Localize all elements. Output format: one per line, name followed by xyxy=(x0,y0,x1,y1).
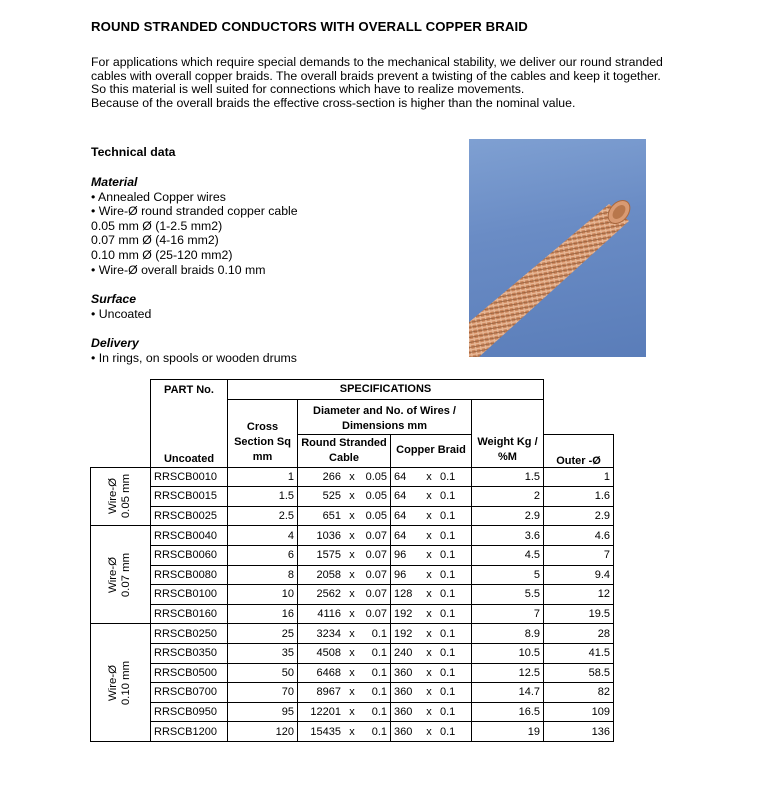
table-row xyxy=(91,565,614,585)
stranded-wire-diameter-cell: 0.1 xyxy=(360,722,391,742)
stranded-wire-diameter-cell: 0.07 xyxy=(360,545,391,565)
part-number-cell: RRSCB0025 xyxy=(151,506,228,526)
braid-wire-count-cell: 192 xyxy=(391,604,422,624)
part-number-cell: RRSCB0160 xyxy=(151,604,228,624)
group-label-line: 0.05 mm xyxy=(120,474,133,519)
cross-section-cell: 8 xyxy=(228,565,298,585)
stranded-wire-diameter-cell: 0.1 xyxy=(360,643,391,663)
stranded-wire-diameter-cell: 0.07 xyxy=(360,585,391,605)
multiplier-sign: x xyxy=(344,624,360,644)
stranded-wire-diameter-cell: 0.07 xyxy=(360,565,391,585)
blank-cell xyxy=(91,380,151,400)
delivery-line: • In rings, on spools or wooden drums xyxy=(91,350,297,365)
multiplier-sign: x xyxy=(421,526,437,546)
outer-diameter-cell: 19 xyxy=(472,722,544,742)
surface-heading: Surface xyxy=(91,292,137,306)
table-row xyxy=(91,663,614,683)
multiplier-sign: x xyxy=(344,702,360,722)
cross-section-cell: 70 xyxy=(228,683,298,703)
outer-diameter-cell: 2 xyxy=(472,487,544,507)
table-row xyxy=(91,506,614,526)
part-number-cell: RRSCB0950 xyxy=(151,702,228,722)
stranded-wire-diameter-cell: 0.1 xyxy=(360,624,391,644)
delivery-section xyxy=(91,336,297,365)
braid-wire-diameter-cell: 0.1 xyxy=(437,643,472,663)
outer-diameter-cell: 2.9 xyxy=(472,506,544,526)
braid-wire-count-cell: 192 xyxy=(391,624,422,644)
cross-section-cell: 35 xyxy=(228,643,298,663)
part-number-cell: RRSCB0060 xyxy=(151,545,228,565)
wire-group-label xyxy=(91,526,151,624)
stranded-wire-count-cell: 15435 xyxy=(298,722,345,742)
material-line: 0.05 mm Ø (1-2.5 mm2) xyxy=(91,218,223,233)
braid-wire-diameter-cell: 0.1 xyxy=(437,585,472,605)
multiplier-sign: x xyxy=(344,683,360,703)
delivery-heading: Delivery xyxy=(91,336,139,350)
braid-wire-count-cell: 96 xyxy=(391,545,422,565)
multiplier-sign: x xyxy=(344,565,360,585)
page-title: ROUND STRANDED CONDUCTORS WITH OVERALL COPPER BRAID xyxy=(91,19,528,34)
stranded-wire-count-cell: 8967 xyxy=(298,683,345,703)
multiplier-sign: x xyxy=(344,722,360,742)
multiplier-sign: x xyxy=(344,506,360,526)
weight-cell: 1.6 xyxy=(544,487,614,507)
multiplier-sign: x xyxy=(344,526,360,546)
part-number-cell: RRSCB0700 xyxy=(151,683,228,703)
multiplier-sign: x xyxy=(344,643,360,663)
specifications-table xyxy=(90,379,614,742)
braid-wire-diameter-cell: 0.1 xyxy=(437,722,472,742)
weight-cell: 41.5 xyxy=(544,643,614,663)
outer-diameter-cell: 1.5 xyxy=(472,467,544,487)
weight-cell: 7 xyxy=(544,545,614,565)
braid-wire-diameter-cell: 0.1 xyxy=(437,506,472,526)
outer-diameter-cell: 8.9 xyxy=(472,624,544,644)
multiplier-sign: x xyxy=(421,722,437,742)
braid-wire-count-cell: 128 xyxy=(391,585,422,605)
weight-cell: 9.4 xyxy=(544,565,614,585)
stranded-wire-diameter-cell: 0.05 xyxy=(360,467,391,487)
table-row xyxy=(91,722,614,742)
table-row xyxy=(91,585,614,605)
part-number-cell: RRSCB0010 xyxy=(151,467,228,487)
material-line: • Wire-Ø round stranded copper cable xyxy=(91,204,298,219)
material-line: • Wire-Ø overall braids 0.10 mm xyxy=(91,262,266,277)
stranded-wire-count-cell: 525 xyxy=(298,487,345,507)
outer-diameter-header: Outer -Ø xyxy=(544,434,614,467)
outer-diameter-cell: 14.7 xyxy=(472,683,544,703)
multiplier-sign: x xyxy=(421,565,437,585)
stranded-wire-diameter-cell: 0.05 xyxy=(360,506,391,526)
multiplier-sign: x xyxy=(344,585,360,605)
multiplier-sign: x xyxy=(421,624,437,644)
braid-wire-count-cell: 96 xyxy=(391,565,422,585)
stranded-wire-count-cell: 6468 xyxy=(298,663,345,683)
stranded-wire-count-cell: 12201 xyxy=(298,702,345,722)
braid-wire-diameter-cell: 0.1 xyxy=(437,526,472,546)
braid-wire-diameter-cell: 0.1 xyxy=(437,702,472,722)
multiplier-sign: x xyxy=(421,585,437,605)
braid-wire-diameter-cell: 0.1 xyxy=(437,683,472,703)
cross-section-cell: 10 xyxy=(228,585,298,605)
material-heading: Material xyxy=(91,175,138,189)
weight-cell: 12 xyxy=(544,585,614,605)
blank-cell xyxy=(91,399,151,434)
cross-section-cell: 25 xyxy=(228,624,298,644)
braid-wire-count-cell: 240 xyxy=(391,643,422,663)
copper-braid-header: Copper Braid xyxy=(391,434,472,467)
stranded-wire-diameter-cell: 0.1 xyxy=(360,663,391,683)
cross-section-cell: 4 xyxy=(228,526,298,546)
table-row xyxy=(91,702,614,722)
weight-header: Weight Kg / %M xyxy=(472,399,544,467)
cross-section-cell: 6 xyxy=(228,545,298,565)
cross-section-cell: 2.5 xyxy=(228,506,298,526)
braid-wire-count-cell: 360 xyxy=(391,702,422,722)
outer-diameter-cell: 3.6 xyxy=(472,526,544,546)
braid-wire-count-cell: 64 xyxy=(391,467,422,487)
stranded-wire-count-cell: 266 xyxy=(298,467,345,487)
stranded-wire-diameter-cell: 0.07 xyxy=(360,526,391,546)
uncoated-header: Uncoated xyxy=(151,399,228,467)
round-stranded-header: Round Stranded Cable xyxy=(298,434,391,467)
material-section xyxy=(91,175,298,277)
braid-wire-count-cell: 360 xyxy=(391,722,422,742)
multiplier-sign: x xyxy=(421,506,437,526)
stranded-wire-diameter-cell: 0.1 xyxy=(360,683,391,703)
outer-diameter-cell: 16.5 xyxy=(472,702,544,722)
stranded-wire-count-cell: 3234 xyxy=(298,624,345,644)
part-number-cell: RRSCB0100 xyxy=(151,585,228,605)
table-row xyxy=(91,604,614,624)
dimensions-header: Diameter and No. of Wires / Dimensions mm xyxy=(298,399,472,434)
table-row xyxy=(91,683,614,703)
braid-wire-diameter-cell: 0.1 xyxy=(437,545,472,565)
header-row xyxy=(91,399,614,434)
group-label-line: Wire-Ø xyxy=(107,556,120,593)
technical-data-heading: Technical data xyxy=(91,145,176,159)
group-label-line: Wire-Ø xyxy=(107,478,120,515)
part-number-cell: RRSCB0500 xyxy=(151,663,228,683)
weight-cell: 109 xyxy=(544,702,614,722)
cross-section-cell: 50 xyxy=(228,663,298,683)
cross-section-cell: 95 xyxy=(228,702,298,722)
copper-braid-illustration xyxy=(469,139,646,357)
braid-wire-diameter-cell: 0.1 xyxy=(437,467,472,487)
multiplier-sign: x xyxy=(344,487,360,507)
part-no-header: PART No. xyxy=(151,380,228,400)
table-row xyxy=(91,624,614,644)
weight-cell: 19.5 xyxy=(544,604,614,624)
material-line: 0.10 mm Ø (25-120 mm2) xyxy=(91,247,233,262)
outer-diameter-cell: 5.5 xyxy=(472,585,544,605)
header-row xyxy=(91,380,614,400)
multiplier-sign: x xyxy=(421,545,437,565)
cross-section-cell: 16 xyxy=(228,604,298,624)
specifications-header: SPECIFICATIONS xyxy=(228,380,544,400)
multiplier-sign: x xyxy=(344,467,360,487)
cross-section-header: Cross Section Sq mm xyxy=(228,399,298,467)
outer-diameter-cell: 5 xyxy=(472,565,544,585)
part-number-cell: RRSCB0350 xyxy=(151,643,228,663)
stranded-wire-count-cell: 1575 xyxy=(298,545,345,565)
weight-cell: 1 xyxy=(544,467,614,487)
table-row xyxy=(91,545,614,565)
intro-paragraph: Because of the overall braids the effective cross-section is higher than the nominal value. xyxy=(91,95,576,110)
weight-cell: 82 xyxy=(544,683,614,703)
table-row xyxy=(91,467,614,487)
outer-diameter-cell: 4.5 xyxy=(472,545,544,565)
braid-wire-diameter-cell: 0.1 xyxy=(437,487,472,507)
braid-wire-diameter-cell: 0.1 xyxy=(437,663,472,683)
braid-wire-diameter-cell: 0.1 xyxy=(437,604,472,624)
outer-diameter-cell: 10.5 xyxy=(472,643,544,663)
material-line: 0.07 mm Ø (4-16 mm2) xyxy=(91,233,219,248)
multiplier-sign: x xyxy=(421,467,437,487)
braid-wire-count-cell: 360 xyxy=(391,663,422,683)
stranded-wire-count-cell: 2058 xyxy=(298,565,345,585)
intro-text xyxy=(91,56,671,110)
group-label-line: Wire-Ø xyxy=(107,664,120,701)
braid-wire-diameter-cell: 0.1 xyxy=(437,624,472,644)
part-number-cell: RRSCB0080 xyxy=(151,565,228,585)
wire-group-label xyxy=(91,467,151,526)
table-row xyxy=(91,526,614,546)
stranded-wire-diameter-cell: 0.1 xyxy=(360,702,391,722)
multiplier-sign: x xyxy=(421,487,437,507)
blank-cell xyxy=(91,434,151,467)
stranded-wire-count-cell: 651 xyxy=(298,506,345,526)
stranded-wire-count-cell: 1036 xyxy=(298,526,345,546)
material-line: • Annealed Copper wires xyxy=(91,189,226,204)
weight-cell: 28 xyxy=(544,624,614,644)
stranded-wire-count-cell: 4116 xyxy=(298,604,345,624)
multiplier-sign: x xyxy=(421,663,437,683)
weight-cell: 2.9 xyxy=(544,506,614,526)
part-number-cell: RRSCB0040 xyxy=(151,526,228,546)
part-number-cell: RRSCB0250 xyxy=(151,624,228,644)
copper-braid-photo xyxy=(469,139,646,357)
stranded-wire-count-cell: 4508 xyxy=(298,643,345,663)
table-row xyxy=(91,487,614,507)
group-label-line: 0.10 mm xyxy=(120,660,133,705)
outer-diameter-cell: 7 xyxy=(472,604,544,624)
braid-wire-count-cell: 64 xyxy=(391,506,422,526)
braid-wire-count-cell: 64 xyxy=(391,526,422,546)
weight-cell: 4.6 xyxy=(544,526,614,546)
cross-section-cell: 1.5 xyxy=(228,487,298,507)
multiplier-sign: x xyxy=(344,604,360,624)
weight-cell: 58.5 xyxy=(544,663,614,683)
group-label-line: 0.07 mm xyxy=(120,552,133,598)
outer-diameter-cell: 12.5 xyxy=(472,663,544,683)
part-number-cell: RRSCB0015 xyxy=(151,487,228,507)
multiplier-sign: x xyxy=(344,663,360,683)
table-row xyxy=(91,643,614,663)
intro-paragraph: So this material is well suited for connections which have to realize movements. xyxy=(91,82,525,97)
multiplier-sign: x xyxy=(421,604,437,624)
wire-group-label xyxy=(91,624,151,742)
cross-section-cell: 120 xyxy=(228,722,298,742)
stranded-wire-diameter-cell: 0.07 xyxy=(360,604,391,624)
multiplier-sign: x xyxy=(421,702,437,722)
part-number-cell: RRSCB1200 xyxy=(151,722,228,742)
intro-paragraph: For applications which require special demands to the mechanical stability, we deliver our round stranded cables with overall copper braids. The overall braids prevent a twisting of the cables and keep it together. xyxy=(91,55,663,83)
surface-line: • Uncoated xyxy=(91,306,152,321)
cross-section-cell: 1 xyxy=(228,467,298,487)
braid-wire-count-cell: 360 xyxy=(391,683,422,703)
stranded-wire-count-cell: 2562 xyxy=(298,585,345,605)
multiplier-sign: x xyxy=(421,683,437,703)
weight-cell: 136 xyxy=(544,722,614,742)
multiplier-sign: x xyxy=(344,545,360,565)
braid-wire-diameter-cell: 0.1 xyxy=(437,565,472,585)
stranded-wire-diameter-cell: 0.05 xyxy=(360,487,391,507)
multiplier-sign: x xyxy=(421,643,437,663)
braid-wire-count-cell: 64 xyxy=(391,487,422,507)
surface-section xyxy=(91,292,151,321)
